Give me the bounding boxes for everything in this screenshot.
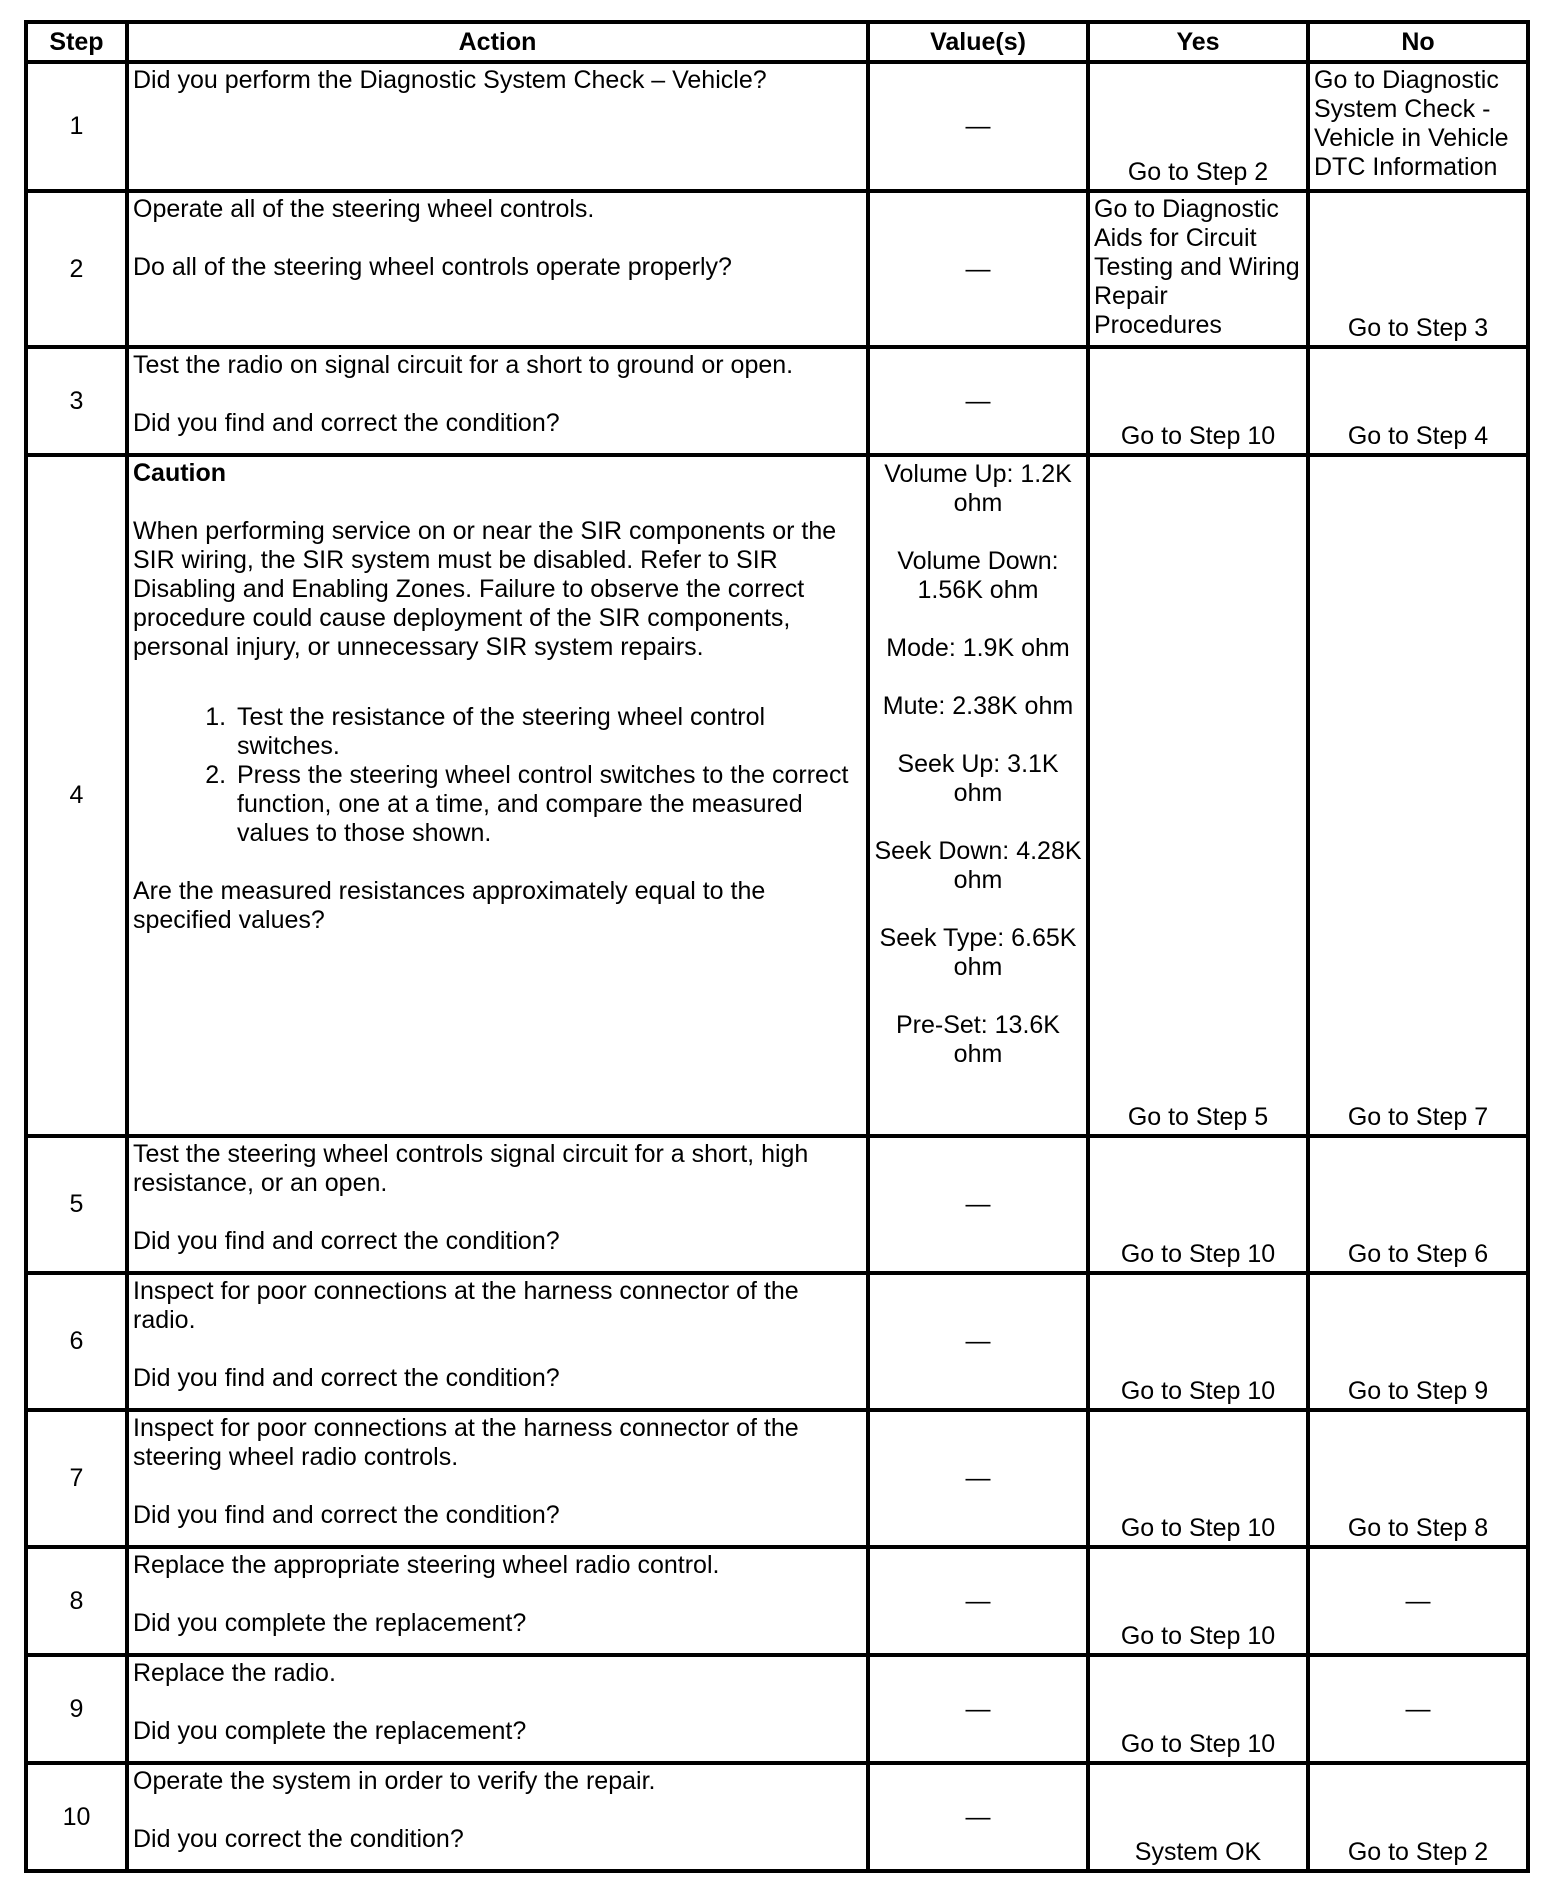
value-pre-set: Pre-Set: 13.6K ohm [896,1011,1060,1068]
procedure-step: 2. Press the steering wheel control switches to the correct function, one at a time, and compare the measured values to those shown. [233,761,862,848]
value-cell: — [868,1763,1088,1871]
action-question: Did you find and correct the condition? [133,409,560,437]
value-seek-type: Seek Type: 6.65K ohm [879,924,1077,981]
resistance-values [868,455,1088,1136]
table-row [26,1547,1528,1655]
action-text: Did you perform the Diagnostic System Check – Vehicle? [133,66,767,94]
action-cell [127,1410,868,1547]
value-cell: — [868,1410,1088,1547]
step-number: 6 [26,1273,127,1410]
action-text: Replace the radio. [133,1659,336,1687]
caution-title: Caution [133,459,227,487]
value-seek-up: Seek Up: 3.1K ohm [897,750,1059,807]
step-number: 8 [26,1547,127,1655]
no-cell: Go to Diagnostic System Check - Vehicle in Vehicle DTC Information [1308,62,1528,191]
table-row [26,1136,1528,1273]
value-cell: — [868,1136,1088,1273]
procedure-steps [133,703,862,848]
procedure-step: 1. Test the resistance of the steering wheel control switches. [233,703,862,761]
value-cell: — [868,1655,1088,1763]
yes-cell: Go to Step 10 [1088,347,1308,455]
action-cell [127,455,868,1136]
value-cell: — [868,347,1088,455]
no-cell: Go to Step 8 [1308,1410,1528,1547]
no-cell: Go to Step 2 [1308,1763,1528,1871]
value-mode: Mode: 1.9K ohm [886,634,1070,662]
header-action: Action [127,22,868,62]
table-row [26,62,1528,191]
action-cell [127,347,868,455]
action-text: Operate all of the steering wheel controls. [133,195,595,223]
action-question: Did you complete the replacement? [133,1609,527,1637]
action-cell [127,1547,868,1655]
no-cell: Go to Step 4 [1308,347,1528,455]
caution-text: When performing service on or near the SIR components or the SIR wiring, the SIR system must be disabled. Refer to SIR Disabling and Enabling Zones. Failure to observe the correct procedure could cause deployment of the SIR components, personal injury, or unnecessary SIR system repairs. [133,517,837,661]
header-row [26,22,1528,62]
action-cell [127,1136,868,1273]
action-question: Did you find and correct the condition? [133,1501,560,1529]
step-number: 1 [26,62,127,191]
table-row [26,1655,1528,1763]
yes-cell: Go to Step 10 [1088,1273,1308,1410]
header-values: Value(s) [868,22,1088,62]
action-cell [127,1655,868,1763]
step-number: 5 [26,1136,127,1273]
no-cell: Go to Step 7 [1308,455,1528,1136]
action-text: Inspect for poor connections at the harness connector of the radio. [133,1277,799,1334]
header-no: No [1308,22,1528,62]
table-row [26,1763,1528,1871]
no-cell: Go to Step 9 [1308,1273,1528,1410]
yes-cell: Go to Step 10 [1088,1655,1308,1763]
action-text: Operate the system in order to verify the repair. [133,1767,656,1795]
yes-cell: Go to Diagnostic Aids for Circuit Testing and Wiring Repair Procedures [1088,191,1308,347]
action-question: Did you find and correct the condition? [133,1364,560,1392]
header-yes: Yes [1088,22,1308,62]
action-question: Are the measured resistances approximately equal to the specified values? [133,877,766,934]
value-cell: — [868,1273,1088,1410]
value-volume-down: Volume Down: 1.56K ohm [897,547,1059,604]
yes-cell: Go to Step 10 [1088,1136,1308,1273]
action-question: Do all of the steering wheel controls operate properly? [133,253,732,281]
action-question: Did you correct the condition? [133,1825,464,1853]
value-mute: Mute: 2.38K ohm [882,692,1074,720]
action-text: Inspect for poor connections at the harness connector of the steering wheel radio controls. [133,1414,799,1471]
action-cell [127,1763,868,1871]
yes-cell: Go to Step 2 [1088,62,1308,191]
value-cell: — [868,191,1088,347]
action-cell [127,62,868,191]
step-number: 3 [26,347,127,455]
action-cell [127,191,868,347]
value-seek-down: Seek Down: 4.28K ohm [874,837,1082,894]
action-question: Did you complete the replacement? [133,1717,527,1745]
action-text: Test the steering wheel controls signal circuit for a short, high resistance, or an open. [133,1140,809,1197]
action-text: Replace the appropriate steering wheel radio control. [133,1551,720,1579]
yes-cell: Go to Step 5 [1088,455,1308,1136]
step-number: 9 [26,1655,127,1763]
value-cell: — [868,1547,1088,1655]
diagnostic-table [24,20,1530,1873]
no-cell: — [1308,1547,1528,1655]
action-text: Test the radio on signal circuit for a short to ground or open. [133,351,794,379]
step-number: 2 [26,191,127,347]
action-cell [127,1273,868,1410]
no-cell: Go to Step 3 [1308,191,1528,347]
table-row [26,1410,1528,1547]
action-question: Did you find and correct the condition? [133,1227,560,1255]
step-number: 7 [26,1410,127,1547]
yes-cell: Go to Step 10 [1088,1547,1308,1655]
table-row [26,347,1528,455]
no-cell: — [1308,1655,1528,1763]
table-row [26,455,1528,1136]
value-volume-up: Volume Up: 1.2K ohm [884,460,1072,517]
table-row [26,1273,1528,1410]
no-cell: Go to Step 6 [1308,1136,1528,1273]
value-cell: — [868,62,1088,191]
step-number: 10 [26,1763,127,1871]
yes-cell: Go to Step 10 [1088,1410,1308,1547]
diagnostic-table-container [24,20,1530,1873]
table-row [26,191,1528,347]
step-number: 4 [26,455,127,1136]
header-step: Step [26,22,127,62]
yes-cell: System OK [1088,1763,1308,1871]
